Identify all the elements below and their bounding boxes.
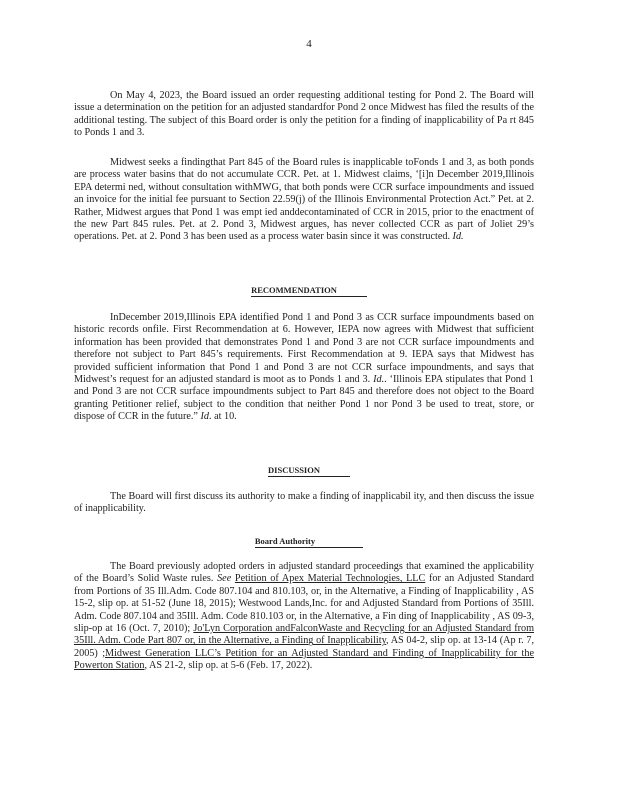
heading-text: RECOMMENDATION: [251, 285, 367, 297]
paragraph-body: The Board previously adopted orders in adjusted standard proceedings that examined the applicability of the Board’s Solid Waste rules.: [74, 561, 534, 585]
paragraph-board-authority: [74, 561, 534, 673]
case-citation-jolyn: Jo'Lyn Corporation andFalconWaste and Recycling for an Adjusted Standard from 35Ill. Adm. Code Part 807 or, in the Alternative, a Finding of Inapplicability: [74, 623, 535, 647]
section-heading-board-authority: [0, 535, 618, 547]
case-citation-midwest-powerton: Midwest Generation LLC’s Petition for an Adjusted Standard and Finding of Inapplicability for the Powerton Station: [74, 647, 534, 672]
id-citation: Id: [200, 411, 209, 423]
paragraph-body: Midwest seeks a findingthat Part 845 of the Board rules is inapplicable toFonds 1 and 3, as both ponds are process water basins that do not accumulate CCR. Pet. at 1. Midwest claims, ‘[i]n December 2019,Illinois EPA determi ned, without consultation withMWG, that both ponds were CCR surface impoundments and issued an invoice for the initial fee pursuant to Section 22.59(j) of the Illinois Environmental Protection Act.” Pet. at 2. Rather, Midwest argues that Pond 1 was empt ied anddecontaminated of CCR in 2015, prior to the enactment of the new Part 845 rules. Pet. at 2. Pond 3, Midwest argues, has never collected CCR as part of Joliet 29’s operations. Pet. at 2. Pond 3 has been used as a process water basin since it was constructed.: [74, 157, 534, 243]
paragraph-midwest-claims: [74, 157, 534, 244]
heading-text: Board Authority: [255, 536, 363, 548]
paragraph-body: for an Adjusted Standard from Portions of 35 Ill.Adm. Code 807.104 and 810.103, or, in the Alternative, a Finding of Inapplicability , AS 15-2, slip op. at 51-52 (June 18, 2015); Westwood Lands,Inc. for and Adjusted Standard from Portions of 35Ill. Adm. Code 807.104 and 35Ill. Adm. Code 810.103 or, in the Alternative, a Fin ding of Inapplicability , AS 09-3, slip-op at 16 (Oct. 7, 2010);: [74, 573, 534, 635]
paragraph-text: On May 4, 2023, the Board issued an order requesting additional testing for Pond 2. The Board will issue a determination on the petition for an adjusted standardfor Pond 2 once Midwest has filed the results of the additional testing. The subject of this Board order is only the petition for a finding of inapplicability of Pa rt 845 to Ponds 1 and 3.: [74, 90, 534, 139]
paragraph-text: The Board will first discuss its authority to make a finding of inapplicabil ity, and then discuss the issue of inapplicability.: [74, 491, 534, 515]
paragraph-body: , AS 04-2, slip op. at 13-14 (Ap r. 7, 2005) ;: [74, 635, 534, 659]
paragraph-body: . at 10.: [208, 411, 237, 423]
paragraph-text: [74, 157, 534, 244]
id-citation: Id.: [452, 231, 464, 243]
paragraph-recommendation: [74, 312, 534, 424]
paragraph-text: [74, 561, 534, 673]
id-citation: Id.: [373, 374, 385, 386]
paragraph-body: . ‘Illinois EPA stipulates that Pond 1 and Pond 3 are not CCR surface impoundments subject to Part 845 and therefore does not object to the Board granting Petitioner relief, subject to the condition that neither Pond 1 nor Pond 3 be used to treat, store, or dispose of CCR in the future.”: [74, 374, 535, 423]
paragraph-pond-2-order: [74, 90, 534, 140]
section-heading-discussion: [0, 464, 618, 476]
section-heading-recommendation: [0, 284, 618, 296]
paragraph-text: [74, 312, 534, 424]
heading-text: DISCUSSION: [268, 465, 350, 477]
paragraph-body: InDecember 2019,Illinois EPA identified Pond 1 and Pond 3 as CCR surface impoundments based on historic records onfile. First Recommendation at 6. However, IEPA now agrees with Midwest that sufficient information has been provided that demonstrates Pond 1 and Pond 3 are not CCR surface impoundments and therefore not subject to Part 845’s requirements. First Recommendation at 9. IEPA says that Midwest has provided sufficient information that Pond 1 and Pond 3 are not CCR surface impoundments, and says that Midwest’s request for an adjusted standard is moot as to Ponds 1 and 3.: [74, 312, 534, 386]
case-citation-apex: Petition of Apex Material Technologies, LLC: [234, 573, 426, 585]
paragraph-body: , AS 21-2, slip op. at 5-6 (Feb. 17, 2022).: [144, 660, 313, 672]
page-number: 4: [306, 38, 312, 50]
paragraph-discussion-intro: [74, 491, 534, 516]
see-signal: See: [217, 573, 232, 585]
